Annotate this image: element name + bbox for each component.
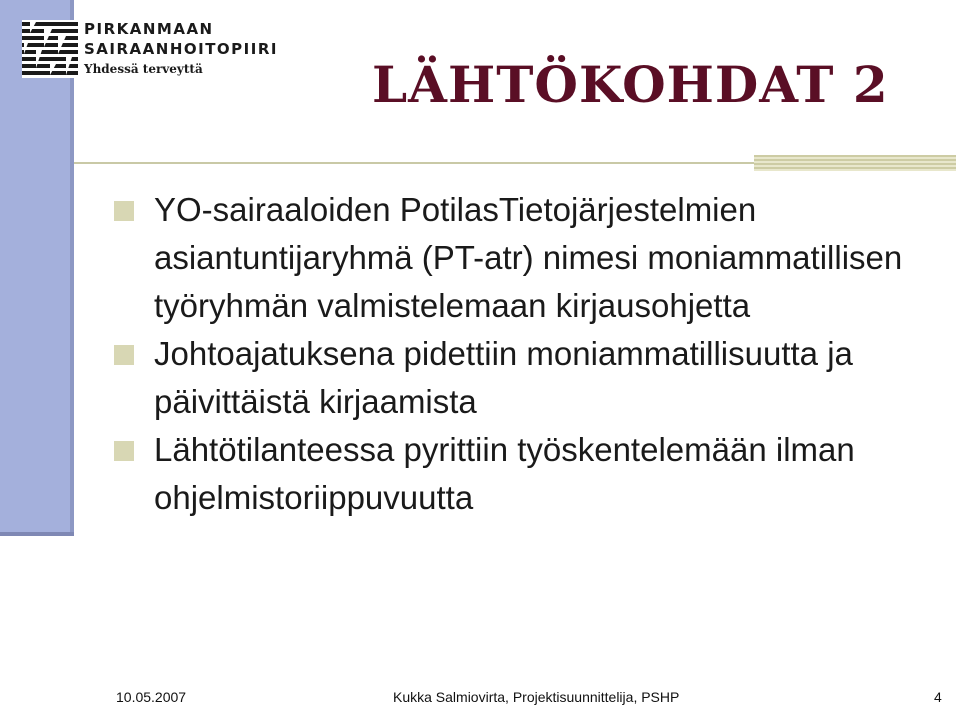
footer-date: 10.05.2007 (116, 689, 187, 705)
footer-author: Kukka Salmiovirta, Projektisuunnittelija, PSHP (393, 689, 680, 705)
square-bullet-icon (114, 201, 134, 221)
organization-logo (22, 20, 322, 92)
logo-tagline: Yhdessä terveyttä (84, 62, 203, 76)
page-number: 4 (934, 689, 942, 705)
bullet-item (114, 186, 950, 330)
square-bullet-icon (114, 345, 134, 365)
logo-name-line2: SAIRAANHOITOPIIRI (84, 40, 278, 58)
bullet-item (114, 330, 950, 426)
accent-stripes (754, 155, 956, 171)
bullet-text: Lähtötilanteessa pyrittiin työskentelemään ilman ohjelmistoriippuvuutta (154, 431, 855, 516)
bullet-list (114, 186, 950, 522)
square-bullet-icon (114, 441, 134, 461)
logo-mark-icon (22, 20, 78, 78)
bullet-text: Johtoajatuksena pidettiin moniammatillisuutta ja päivittäistä kirjaamista (154, 335, 853, 420)
title-divider (74, 162, 754, 164)
bullet-text: YO-sairaaloiden PotilasTietojärjestelmien asiantuntijaryhmä (PT-atr) nimesi moniammatillisen työryhmän valmistelemaan kirjausohjetta (154, 191, 903, 324)
slide-title: LÄHTÖKOHDAT 2 (372, 55, 889, 114)
bullet-item (114, 426, 950, 522)
logo-name-line1: PIRKANMAAN (84, 20, 214, 38)
side-bar-bottom-edge (0, 532, 74, 536)
